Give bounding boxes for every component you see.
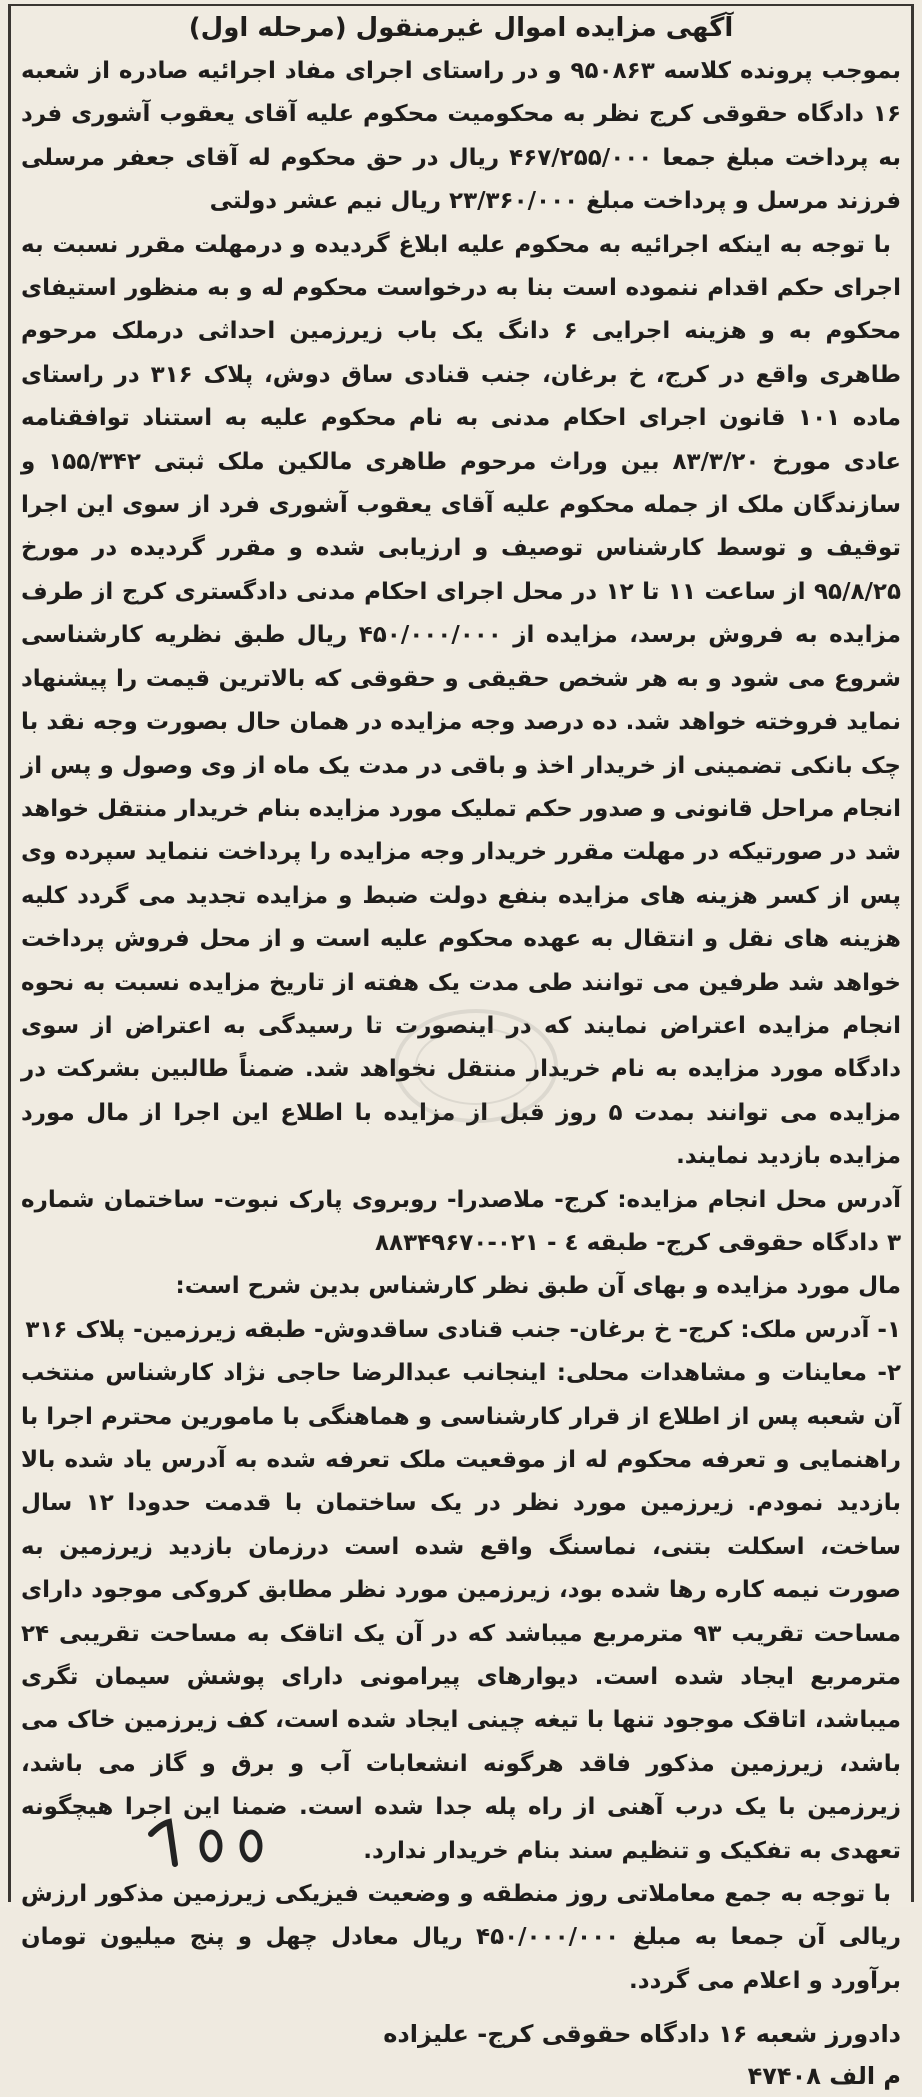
paragraph-auction-terms: با توجه به اینکه اجرائیه به محکوم علیه ابلاغ گردیده و درمهلت مقرر نسبت به اجرای حکم اقدام ننموده است بنا به درخواست محکوم له و به منظور استیفای محکوم به و هزینه اجرایی ۶ دانگ یک باب زیرزمین احداثی درملک مرحوم طاهری واقع در کرج، خ برغان، جنب قنادی ساق دوش، پلاک ۳۱۶ در راستای ماده ۱۰۱ قانون اجرای احکام مدنی به نام محکوم علیه به استناد توافقنامه عادی مورخ ۸۳/۳/۲۰ بین وراث مرحوم طاهری مالکین ملک ثبتی ۱۵۵/۳۴۲ و سازندگان ملک از جمله محکوم علیه آقای یعقوب آشوری فرد از سوی این اجرا توقیف و توسط کارشناس توصیف و ارزیابی شده و مقرر گردیده در مورخ ۹۵/۸/۲۵ از ساعت ۱۱ تا ۱۲ در محل اجرای احکام مدنی دادگستری کرج از طرف مزایده به فروش برسد، مزایده از ۴۵۰/۰۰۰/۰۰۰ ریال طبق نظریه کارشناسی شروع می شود و به هر شخص حقیقی و حقوقی که بالاترین قیمت را پیشنهاد نماید فروخته خواهد شد. ده درصد وجه مزایده در همان حال بصورت وجه نقد با چک بانکی تضمینی از خریدار اخذ و باقی در مدت یک ماه از وی وصول و پس از انجام مراحل قانونی و صدور حکم تملیک مورد مزایده بنام خریدار منتقل خواهد شد در صورتیکه در مهلت مقرر خریدار وجه مزایده را پرداخت ننماید سپرده وی پس از کسر هزینه های مزایده بنفع دولت ضبط و مزایده تجدید می گردد کلیه هزینه های نقل و انتقال به عهده محکوم علیه است و از محل فروش پرداخت خواهد شد طرفین می توانند طی مدت یک هفته از تاریخ مزایده نسبت به نحوه انجام مزایده اعتراض نمایند که در اینصورت تا رسیدگی به اعتراض از سوی دادگاه مورد مزایده به نام خریدار منتقل نخواهد شد. ضمناً طالبین بشرکت در مزایده می توانند بمدت ۵ روز قبل از مزایده با اطلاع این اجرا از مال مورد مزایده بازدید نمایند. xyxy=(21,231,902,1170)
paragraph-item-heading: مال مورد مزایده و بهای آن طبق نظر کارشناس بدین شرح است: xyxy=(175,1273,901,1300)
paragraph-auction-address: آدرس محل انجام مزایده: کرج- ملاصدرا- روبروی پارک نبوت- ساختمان شماره ۳ دادگاه حقوقی کرج- طبقه ٤ - ۰۲۱-۸۸۳۴۹۶۷۰ xyxy=(21,1186,901,1256)
paragraph-case-intro: بموجب پرونده کلاسه ۹۵۰۸۶۳ و در راستای اجرای مفاد اجرائیه صادره از شعبه ۱۶ دادگاه حقوقی کرج نظر به محکومیت محکوم علیه آقای یعقوب آشوری فرد به پرداخت مبلغ جمعا ۴۶۷/۲۵۵/۰۰۰ ریال در حق محکوم له آقای جعفر مرسلی فرزند مرسل و پرداخت مبلغ ۲۳/۳۶۰/۰۰۰ ریال نیم عشر دولتی xyxy=(21,58,902,215)
paragraph-valuation: با توجه به جمع معاملاتی روز منطقه و وضعیت فیزیکی زیرزمین مذکور ارزش ریالی آن جمعا به مبلغ ۴۵۰/۰۰۰/۰۰۰ ریال معادل چهل و پنج میلیون تومان برآورد و اعلام می گردد. xyxy=(21,1881,901,1994)
notice-title: آگهی مزایده اموال غیرمنقول (مرحله اول) xyxy=(188,13,734,43)
paragraph-property-address: ۱- آدرس ملک: کرج- خ برغان- جنب قنادی ساقدوش- طبقه زیرزمین- پلاک ۳۱۶ xyxy=(25,1316,901,1343)
notice-frame xyxy=(8,4,914,2091)
stamp-watermark xyxy=(391,1006,561,1126)
handwritten-mark xyxy=(141,1794,291,1874)
signer-line: دادورز شعبه ۱۶ دادگاه حقوقی کرج- علیزاده xyxy=(383,2020,901,2049)
notice-footer xyxy=(21,2013,901,2097)
reference-code: م الف ۴۷۴۰۸ xyxy=(747,2062,901,2091)
paragraph-inspection: ۲- معاینات و مشاهدات محلی: اینجانب عبدالرضا حاجی نژاد کارشناس منتخب آن شعبه پس از اطلاع از قرار کارشناسی و هماهنگی با مامورین محترم اجرا با راهنمایی و تعرفه محکوم له از موقعیت ملک تعرفه شده به آدرس یاد شده بالا بازدید نمودم. زیرزمین مورد نظر در یک ساختمان با قدمت حدودا ۱۲ سال ساخت، اسکلت بتنی، نماسنگ واقع شده است درزمان بازدید زیرزمین به صورت نیمه کاره رها شده بود، زیرزمین مورد نظر مطابق کروکی موجود دارای مساحت تقریب ۹۳ مترمربع میباشد که در آن یک اتاقک به مساحت تقریبی ۲۴ مترمربع ایجاد شده است. دیوارهای پیرامونی دارای پوشش سیمان تگری میباشد، اتاقک موجود تنها با تیغه چینی ایجاد شده است، کف زیرزمین خاک می باشد، زیرزمین مذکور فاقد هرگونه انشعابات آب و برق و گاز می باشد، زیرزمین با یک درب آهنی از راه پله جدا شده است. ضمنا این اجرا هیچگونه تعهدی به تفکیک و تنظیم سند بنام خریدار ندارد. xyxy=(21,1360,902,1864)
